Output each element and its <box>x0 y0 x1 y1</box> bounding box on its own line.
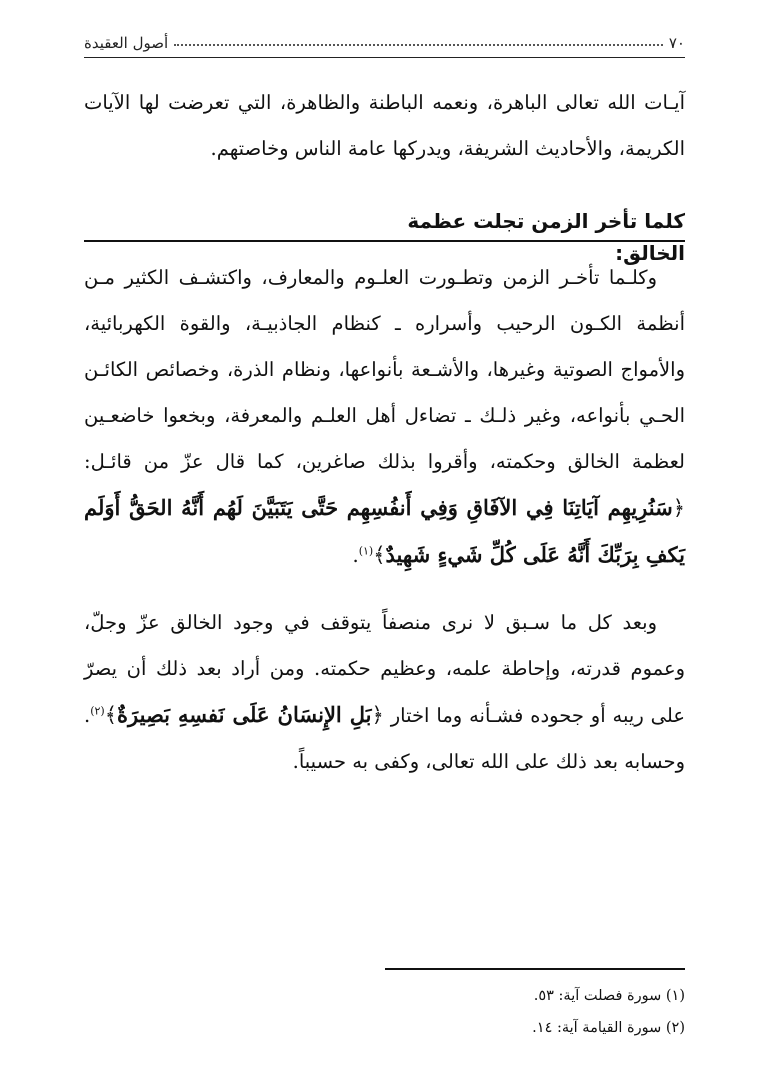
ornate-bracket-open: ﴿ <box>672 496 685 520</box>
quran-verse-2-text: بَلِ الإِنسَانُ عَلَى نَفسِهِ بَصِيرَةٌ <box>117 702 372 727</box>
paragraph-3-text: وبعد كل ما سـبق لا نرى منصفاً يتوقف في وجود الخالق عزّ وجلّ، وعموم قدرته، وإحاطة علمه، وعظيم حكمته. ومن أراد بعد ذلك أن يصرّ على ريبه أو جحوده فشـأنه وما اختار <box>84 611 685 727</box>
footnote-2: (٢) سورة القيامة آية: ١٤. <box>532 1020 685 1036</box>
running-header <box>84 30 685 56</box>
footnote-ref-1[interactable]: (١) <box>358 544 374 558</box>
ornate-bracket-close: ﴾ <box>104 703 118 727</box>
header-rule <box>84 57 685 58</box>
paragraph-1: آيـات الله تعالى الباهرة، ونعمه الباطنة والظاهرة، التي تعرضت لها الآيات الكريمة، والأحاديث الشريفة، ويدركها عامة الناس وخاصتهم. <box>84 91 685 160</box>
page-number: ٧٠ <box>668 34 685 52</box>
quran-verse-2 <box>105 702 384 727</box>
section-heading: كلما تأخر الزمن تجلت عظمة الخالق: <box>407 209 685 265</box>
ornate-bracket-open: ﴿ <box>371 703 384 727</box>
header-dot-leader <box>174 44 663 46</box>
paragraph-2-text: وكلـما تأخـر الزمن وتطـورت العلـوم والمعارف، واكتشـف الكثير مـن أنظمة الكـون الرحيب وأسراره ـ كنظام الجاذبيـة، والقوة الكهربائية، والأمواج الصوتية وغيرها، والأشـعة بأنواعها، ونظام الذرة، وخصائص الكائـن الحـي بأنواعه، وغير ذلـك ـ تضاءل أهل العلـم والمعرفة، وبخعوا خاضعـين لعظمة الخالق وحكمته، وأقروا بذلك صاغرين، كما قال عزّ من قائـل: <box>84 266 685 473</box>
footnote-ref-2[interactable]: (٢) <box>90 704 105 718</box>
paragraph-2 <box>84 255 685 579</box>
footnote-separator <box>385 968 685 970</box>
running-title: أصول العقيدة <box>84 34 169 52</box>
paragraph-3 <box>84 600 685 785</box>
quran-verse-1 <box>84 495 685 567</box>
footnote-1: (١) سورة فصلت آية: ٥٣. <box>533 988 685 1004</box>
quran-verse-1-text: سَنُرِيهِم آيَاتِنَا فِي الآفَاقِ وَفِي أَنفُسِهِم حَتَّى يَتَبَيَّنَ لَهُم أَنَّهُ الحَقُّ أَوَلَم يَكفِ بِرَبِّكَ أَنَّهُ عَلَى كُلِّ شَيءٍ شَهِيدٌ <box>84 495 685 567</box>
ornate-bracket-close: ﴾ <box>373 543 386 567</box>
footnotes <box>84 980 685 1044</box>
paragraph-3-after: . وحسابه بعد ذلك على الله تعالى، وكفى به حسيباً. <box>84 704 685 773</box>
heading-underline <box>84 240 685 242</box>
paragraph-2-end: . <box>352 544 359 567</box>
